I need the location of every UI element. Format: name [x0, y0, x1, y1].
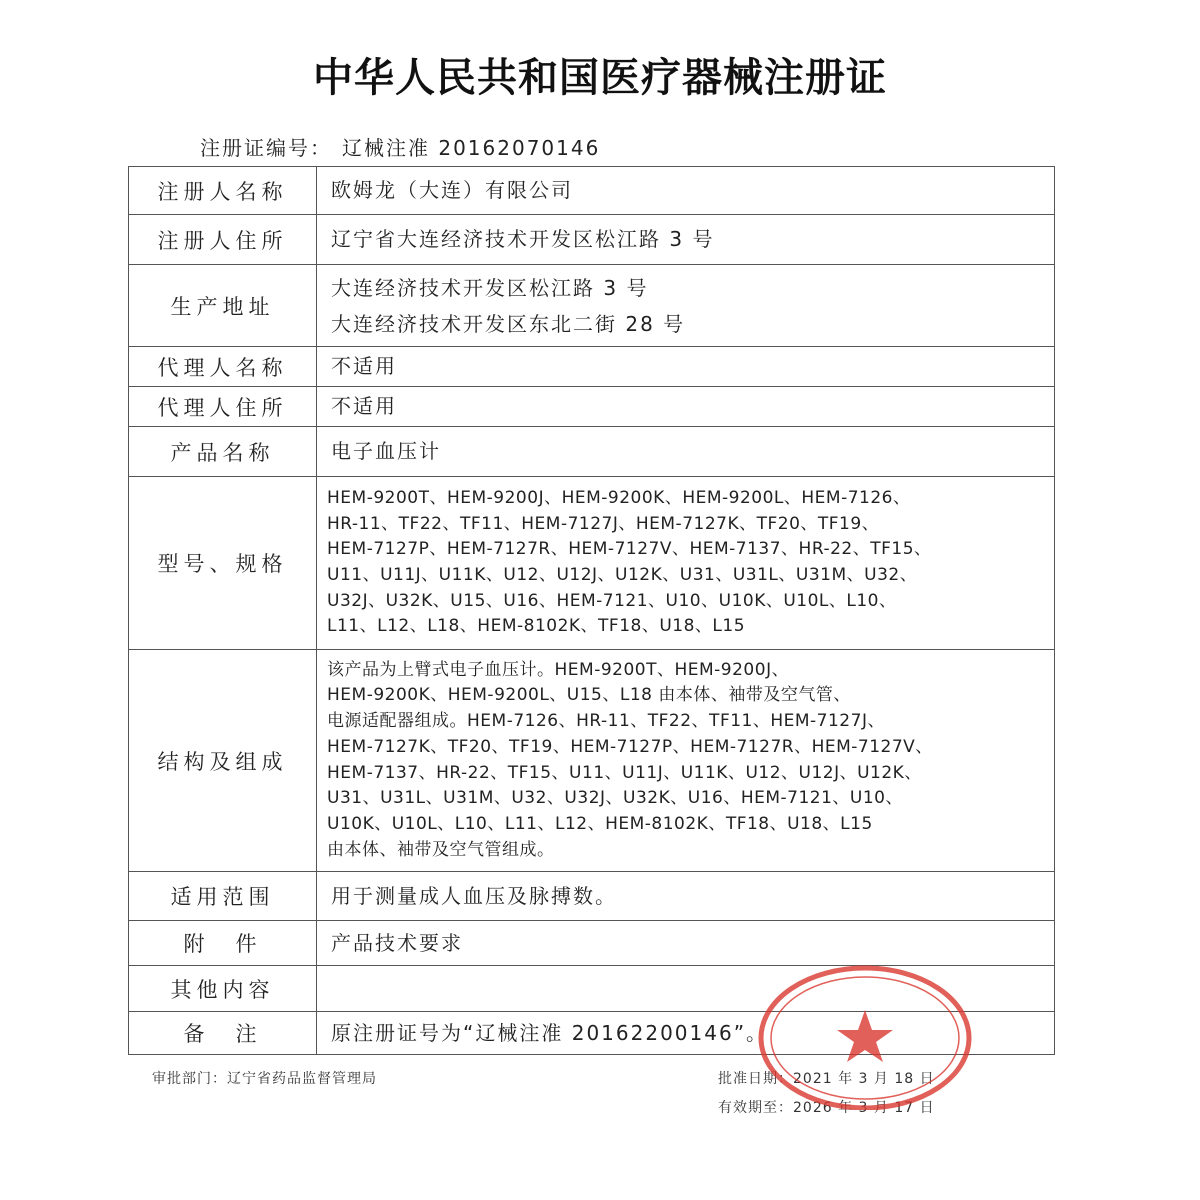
- agent-address-value: 不适用: [317, 387, 1055, 427]
- agent-name-label: 代理人名称: [129, 347, 317, 387]
- agent-address-label: 代理人住所: [129, 387, 317, 427]
- scope-label: 适用范围: [129, 872, 317, 921]
- structure-line: HEM-7127K、TF20、TF19、HEM-7127P、HEM-7127R、HEM-7127V、: [327, 736, 933, 757]
- registrant-name-value: 欧姆龙（大连）有限公司: [317, 167, 1055, 215]
- certificate-number-label: 注册证编号：: [200, 136, 332, 160]
- table-row: [129, 387, 1055, 427]
- attachment-label: 附 件: [129, 921, 317, 966]
- structure-label: 结构及组成: [129, 650, 317, 872]
- model-spec-line: HEM-9200T、HEM-9200J、HEM-9200K、HEM-9200L、HEM-7126、: [327, 487, 911, 508]
- production-address-line: 大连经济技术开发区东北二街 28 号: [331, 311, 686, 336]
- approval-date: 批准日期：2021 年 3 月 18 日: [718, 1071, 935, 1087]
- other-content-label: 其他内容: [129, 966, 317, 1012]
- structure-line: HEM-7137、HR-22、TF15、U11、U11J、U11K、U12、U12J、U12K、: [327, 762, 922, 783]
- model-spec-line: L11、L12、L18、HEM-8102K、TF18、U18、L15: [327, 616, 746, 637]
- table-row: [129, 265, 1055, 347]
- scope-value: 用于测量成人血压及脉搏数。: [317, 872, 1055, 921]
- production-address-line: 大连经济技术开发区松江路 3 号: [331, 275, 649, 300]
- registrant-address-value: 辽宁省大连经济技术开发区松江路 3 号: [317, 215, 1055, 265]
- other-content-value: [317, 966, 1055, 1012]
- structure-line: U10K、U10L、L10、L11、L12、HEM-8102K、TF18、U18、L15: [327, 813, 873, 834]
- registration-table: [128, 166, 1055, 1055]
- attachment-value: 产品技术要求: [317, 921, 1055, 966]
- product-name-value: 电子血压计: [317, 427, 1055, 477]
- registrant-name-label: 注册人名称: [129, 167, 317, 215]
- table-row: [129, 966, 1055, 1012]
- certificate-number: [200, 132, 610, 161]
- structure-line: 电源适配器组成。HEM-7126、HR-11、TF22、TF11、HEM-7127J、: [327, 711, 885, 732]
- table-row: [129, 347, 1055, 387]
- certificate-number-value: 辽械注准 20162070146: [342, 136, 601, 160]
- table-row: [129, 477, 1055, 650]
- production-address-label: 生产地址: [129, 265, 317, 347]
- remarks-value: 原注册证号为“辽械注准 20162200146”。: [317, 1012, 1055, 1055]
- model-spec-line: HEM-7127P、HEM-7127R、HEM-7127V、HEM-7137、HR-22、TF15、: [327, 539, 932, 560]
- model-spec-line: HR-11、TF22、TF11、HEM-7127J、HEM-7127K、TF20、TF19、: [327, 513, 880, 534]
- model-spec-label: 型号、规格: [129, 477, 317, 650]
- structure-value: [317, 650, 1055, 872]
- table-row: [129, 921, 1055, 966]
- structure-line: 该产品为上臂式电子血压计。HEM-9200T、HEM-9200J、: [327, 659, 790, 680]
- production-address-value: [317, 265, 1055, 347]
- table-row: [129, 1012, 1055, 1055]
- structure-line: HEM-9200K、HEM-9200L、U15、L18 由本体、袖带及空气管、: [327, 685, 851, 706]
- registrant-address-label: 注册人住所: [129, 215, 317, 265]
- agent-name-value: 不适用: [317, 347, 1055, 387]
- model-spec-line: U11、U11J、U11K、U12、U12J、U12K、U31、U31L、U31M、U32、: [327, 565, 918, 585]
- approval-department: 审批部门：辽宁省药品监督管理局: [152, 1071, 377, 1087]
- model-spec-line: U32J、U32K、U15、U16、HEM-7121、U10、U10K、U10L、L10、: [327, 590, 897, 611]
- table-row: [129, 427, 1055, 477]
- valid-until-date: 有效期至：2026 年 3 月 17 日: [718, 1100, 935, 1116]
- table-row: [129, 167, 1055, 215]
- remarks-label: 备 注: [129, 1012, 317, 1055]
- structure-line: U31、U31L、U31M、U32、U32J、U32K、U16、HEM-7121、U10、: [327, 788, 903, 809]
- table-row: [129, 872, 1055, 921]
- model-spec-value: [317, 477, 1055, 650]
- product-name-label: 产品名称: [129, 427, 317, 477]
- table-row: [129, 650, 1055, 872]
- structure-line: 由本体、袖带及空气管组成。: [327, 839, 555, 860]
- table-row: [129, 215, 1055, 265]
- page-title: 中华人民共和国医疗器械注册证: [313, 54, 887, 101]
